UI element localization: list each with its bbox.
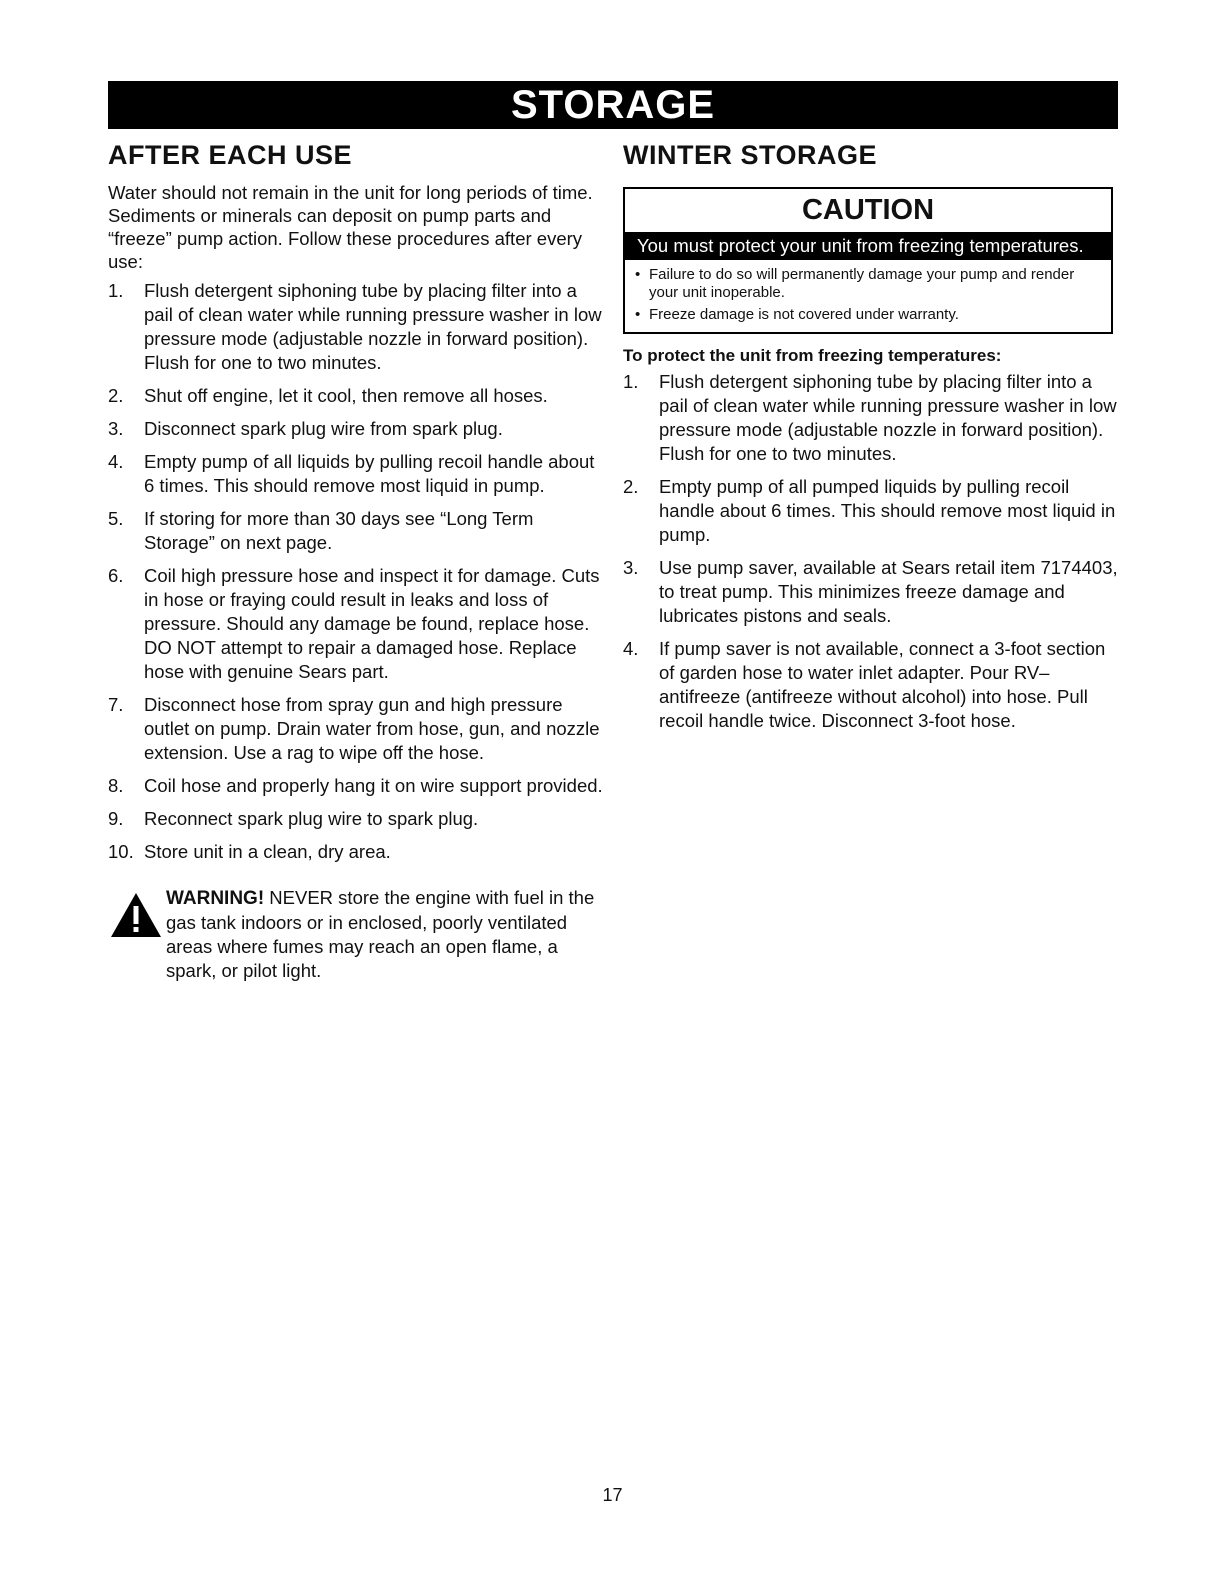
after-each-use-heading: AFTER EACH USE	[108, 140, 353, 170]
after-each-use-column	[108, 140, 603, 983]
list-item	[108, 564, 603, 684]
list-item	[108, 507, 603, 555]
winter-storage-subheading: To protect the unit from freezing temperatures:	[623, 346, 1002, 365]
bullet-icon: •	[635, 266, 641, 283]
list-item	[108, 693, 603, 765]
list-item	[623, 556, 1118, 628]
step-text: Disconnect hose from spray gun and high pressure outlet on pump. Drain water from hose, gun, and nozzle extension. Use a rag to wipe off the hose.	[144, 694, 600, 763]
list-item	[623, 637, 1118, 733]
step-number: 1.	[108, 280, 124, 301]
step-number: 7.	[108, 694, 124, 715]
step-text: Reconnect spark plug wire to spark plug.	[144, 808, 479, 829]
step-text: Coil hose and properly hang it on wire support provided.	[144, 775, 603, 796]
step-text: Empty pump of all liquids by pulling recoil handle about 6 times. This should remove most liquid in pump.	[144, 451, 595, 496]
step-number: 6.	[108, 565, 124, 586]
bullet-icon: •	[635, 306, 641, 323]
step-number: 4.	[623, 638, 639, 659]
list-item	[623, 370, 1118, 466]
step-text: Shut off engine, let it cool, then remove all hoses.	[144, 385, 548, 406]
step-number: 9.	[108, 808, 124, 829]
step-number: 1.	[623, 371, 639, 392]
list-item	[108, 279, 603, 375]
warning-text: NEVER store the engine with fuel in the gas tank indoors or in enclosed, poorly ventilated areas where fumes may reach an open flame, a spark, or pilot light.	[166, 887, 595, 981]
winter-storage-steps	[623, 370, 1118, 733]
step-text: If storing for more than 30 days see “Long Term Storage” on next page.	[144, 508, 534, 553]
winter-storage-heading: WINTER STORAGE	[623, 140, 878, 170]
caution-title: CAUTION	[801, 194, 935, 226]
section-banner	[108, 81, 1118, 129]
step-number: 3.	[623, 557, 639, 578]
after-each-use-steps	[108, 279, 603, 864]
step-number: 8.	[108, 775, 124, 796]
caution-box	[623, 187, 1113, 334]
step-text: Empty pump of all pumped liquids by pulling recoil handle about 6 times. This should remove most liquid in pump.	[659, 476, 1116, 545]
winter-storage-column	[623, 140, 1118, 742]
step-number: 2.	[623, 476, 639, 497]
warning-notice	[108, 886, 603, 983]
step-text: Flush detergent siphoning tube by placing filter into a pail of clean water while running pressure washer in low pressure mode (adjustable nozzle in forward position). Flush for one to two minutes.	[144, 280, 602, 373]
list-item	[635, 306, 1105, 324]
list-item	[623, 475, 1118, 547]
list-item	[108, 774, 603, 798]
step-text: If pump saver is not available, connect a 3-foot section of garden hose to water inlet adapter. Pour RV–antifreeze (antifreeze without alcohol) into hose. Pull recoil handle twice. Disconnect 3-foot hose.	[659, 638, 1106, 731]
step-text: Flush detergent siphoning tube by placing filter into a pail of clean water while running pressure washer in low pressure mode (adjustable nozzle in forward position). Flush for one to two minutes.	[659, 371, 1117, 464]
list-item	[108, 384, 603, 408]
step-number: 2.	[108, 385, 124, 406]
bullet-text: Failure to do so will permanently damage your pump and render your unit inoperable.	[649, 266, 1075, 301]
step-text: Use pump saver, available at Sears retail item 7174403, to treat pump. This minimizes freeze damage and lubricates pistons and seals.	[659, 557, 1118, 626]
step-number: 3.	[108, 418, 124, 439]
bullet-text: Freeze damage is not covered under warranty.	[649, 306, 959, 323]
step-number: 4.	[108, 451, 124, 472]
list-item	[635, 266, 1105, 302]
step-text: Store unit in a clean, dry area.	[144, 841, 391, 862]
list-item	[108, 450, 603, 498]
step-number: 5.	[108, 508, 124, 529]
step-text: Disconnect spark plug wire from spark plug.	[144, 418, 503, 439]
step-text: Coil high pressure hose and inspect it for damage. Cuts in hose or fraying could result in leaks and loss of pressure. Should any damage be found, replace hose. DO NOT attempt to repair a damaged hose. Replace hose with genuine Sears part.	[144, 565, 600, 682]
caution-bar: You must protect your unit from freezing temperatures.	[625, 232, 1111, 260]
after-each-use-intro: Water should not remain in the unit for long periods of time. Sediments or minerals can deposit on pump parts and “freeze” pump action. Follow these procedures after every use:	[108, 182, 593, 272]
list-item	[108, 840, 603, 864]
section-title: STORAGE	[510, 82, 716, 127]
list-item	[108, 417, 603, 441]
warning-label: WARNING!	[166, 888, 265, 909]
page-number: 17	[602, 1485, 623, 1505]
list-item	[108, 807, 603, 831]
caution-bullets	[625, 260, 1111, 332]
warning-triangle-icon	[110, 892, 162, 938]
step-number: 10.	[108, 841, 134, 862]
